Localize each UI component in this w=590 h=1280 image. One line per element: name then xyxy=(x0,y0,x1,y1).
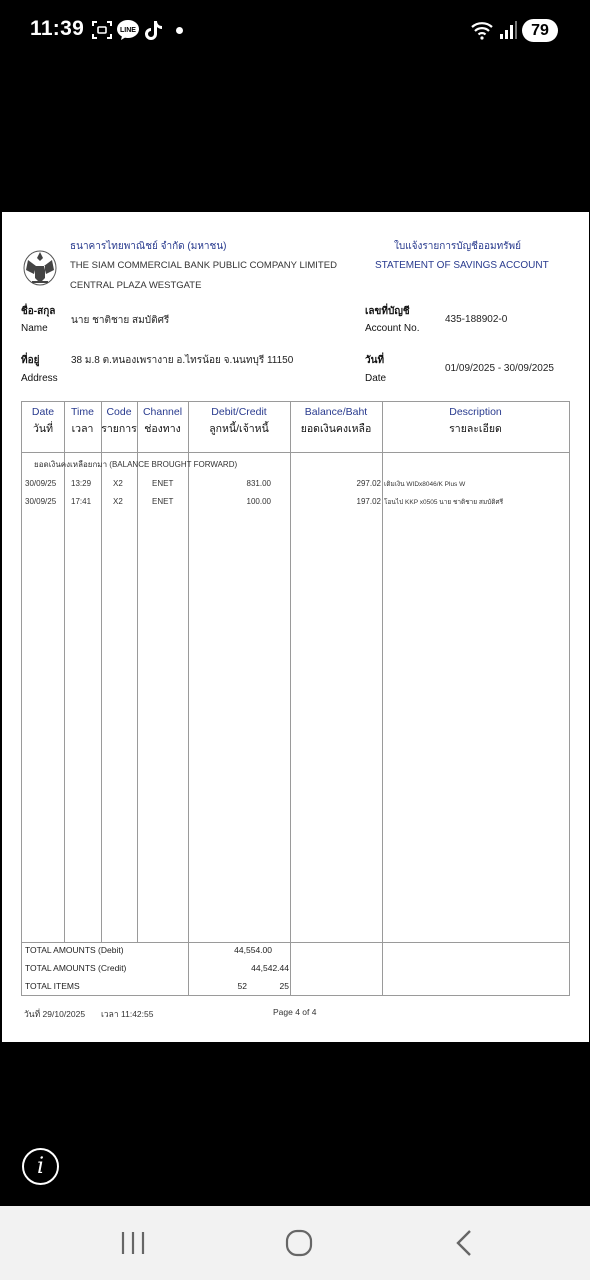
svg-text:LINE: LINE xyxy=(120,27,136,34)
address-value: 38 ม.8 ต.หนองเพรางาย อ.ไทรน้อย จ.นนทบุรี 11150 xyxy=(71,355,294,366)
total-debit-label: TOTAL AMOUNTS (Debit) xyxy=(25,945,124,955)
status-bar xyxy=(0,0,590,62)
row-1-channel: ENET xyxy=(152,479,174,488)
row-1-description: เติมเงิน WIDx8046/K Plus W xyxy=(384,481,466,488)
row-1-code: X2 xyxy=(113,479,123,488)
name-label: Name xyxy=(21,323,48,334)
home-button[interactable] xyxy=(279,1228,319,1258)
row-2-code: X2 xyxy=(113,497,123,506)
total-credit-label: TOTAL AMOUNTS (Credit) xyxy=(25,963,127,973)
date-label-thai: วันที่ xyxy=(365,355,385,366)
notification-dot-icon xyxy=(176,27,183,34)
column-header-balance: Balance/Baht ยอดเงินคงเหลือ xyxy=(300,406,372,435)
balance-brought-forward: ยอดเงินคงเหลือยกมา (BALANCE BROUGHT FORWARD) xyxy=(34,460,238,469)
row-2-balance: 197.02 xyxy=(356,497,381,506)
battery-indicator: 79 xyxy=(522,19,558,42)
name-label-thai: ชื่อ-สกุล xyxy=(21,306,56,317)
row-2-amount: 100.00 xyxy=(246,497,271,506)
back-icon xyxy=(458,1231,470,1255)
total-credit-value: 44,542.44 xyxy=(251,963,289,973)
column-header-time: Time เวลา xyxy=(71,406,94,435)
line-app-icon xyxy=(116,19,140,41)
garuda-emblem-icon xyxy=(22,248,58,288)
account-number-label: Account No. xyxy=(365,323,420,334)
print-time: เวลา 11:42:55 xyxy=(101,1009,154,1019)
column-header-debit-credit: Debit/Credit ลูกหนี้/เจ้าหนี้ xyxy=(209,406,269,435)
info-icon: i xyxy=(36,1154,45,1179)
row-2-date: 30/09/25 xyxy=(25,497,57,506)
row-1-balance: 297.02 xyxy=(356,479,381,488)
page-number: Page 4 of 4 xyxy=(273,1007,317,1017)
recent-apps-icon xyxy=(123,1232,143,1254)
clock: 11:39 xyxy=(30,17,85,40)
row-2-description: โอนไป KKP x0505 นาย ชาติชาย สมบัติศรี xyxy=(384,499,504,506)
signal-icon xyxy=(498,19,518,41)
wifi-icon xyxy=(470,19,496,41)
branch-name: CENTRAL PLAZA WESTGATE xyxy=(70,280,202,291)
recent-apps-button[interactable] xyxy=(113,1228,153,1258)
total-items-label: TOTAL ITEMS xyxy=(25,981,80,991)
back-button[interactable] xyxy=(444,1228,484,1258)
column-header-description: Description รายละเอียด xyxy=(449,406,502,435)
bank-name-thai: ธนาคารไทยพาณิชย์ จำกัด (มหาชน) xyxy=(70,241,227,252)
address-label-thai: ที่อยู่ xyxy=(21,355,40,366)
address-label: Address xyxy=(21,373,58,384)
total-debit-value: 44,554.00 xyxy=(234,945,272,955)
column-header-code: Code รายการ xyxy=(101,406,137,435)
date-label: Date xyxy=(365,373,387,384)
row-1-amount: 831.00 xyxy=(246,479,271,488)
row-2-channel: ENET xyxy=(152,497,174,506)
statement-period: 01/09/2025 - 30/09/2025 xyxy=(445,363,554,374)
screenshot-icon xyxy=(91,19,113,41)
account-holder-name: นาย ชาติชาย สมบัติศรี xyxy=(71,315,170,326)
row-1-date: 30/09/25 xyxy=(25,479,57,488)
bank-name-english: THE SIAM COMMERCIAL BANK PUBLIC COMPANY LIMITED xyxy=(70,260,337,271)
statement-document xyxy=(2,212,589,1042)
home-icon xyxy=(287,1231,311,1255)
total-items-credit: 25 xyxy=(279,981,289,991)
account-number: 435-188902-0 xyxy=(445,314,508,325)
info-button[interactable] xyxy=(22,1148,59,1185)
row-2-time: 17:41 xyxy=(71,497,92,506)
print-date: วันที่ 29/10/2025 xyxy=(24,1009,86,1019)
column-header-date: Date วันที่ xyxy=(31,406,55,435)
total-items-debit: 52 xyxy=(237,981,247,991)
navigation-bar xyxy=(0,1206,590,1280)
statement-title-english: STATEMENT OF SAVINGS ACCOUNT xyxy=(375,260,549,271)
row-1-time: 13:29 xyxy=(71,479,92,488)
account-number-label-thai: เลขที่บัญชี xyxy=(365,306,410,317)
tiktok-icon xyxy=(143,19,163,41)
statement-title-thai: ใบแจ้งรายการบัญชีออมทรัพย์ xyxy=(394,241,521,252)
transaction-table xyxy=(21,401,570,996)
column-header-channel: Channel ช่องทาง xyxy=(142,406,183,435)
